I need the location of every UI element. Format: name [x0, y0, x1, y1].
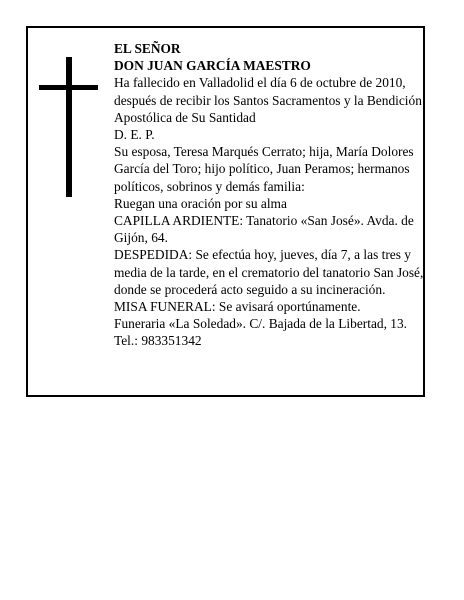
deceased-title: EL SEÑOR — [114, 41, 181, 56]
farewell-info: DESPEDIDA: Se efectúa hoy, jueves, día 7, a las tres y media de la tarde, en el crematorio del tanatorio San José, donde se procederá acto seguido a su incineración. — [114, 247, 424, 297]
funeral-mass-info: MISA FUNERAL: Se avisará oportúnamente. — [114, 299, 361, 315]
family-members: Su esposa, Teresa Marqués Cerrato; hija, María Dolores García del Toro; hijo político, Juan Peramos; hermanos políticos, sobrinos y demás familia: — [114, 144, 414, 194]
cross-icon — [66, 57, 72, 197]
rest-in-peace: D. E. P. — [114, 127, 155, 143]
cross-icon-bar — [39, 85, 98, 90]
deceased-name: DON JUAN GARCÍA MAESTRO — [114, 58, 311, 74]
death-announcement: Ha fallecido en Valladolid el día 6 de octubre de 2010, después de recibir los Santos Sacramentos y la Bendición Apostólica de Su Santidad — [114, 75, 422, 125]
phone-info: Tel.: 983351342 — [114, 333, 202, 349]
obituary-notice — [26, 26, 425, 397]
chapel-info: CAPILLA ARDIENTE: Tanatorio «San José». Avda. de Gijón, 64. — [114, 213, 414, 246]
obituary-text — [114, 40, 428, 350]
prayer-request: Ruegan una oración por su alma — [114, 195, 287, 211]
funeral-home-info: Funeraria «La Soledad». C/. Bajada de la Libertad, 13. — [114, 316, 408, 332]
